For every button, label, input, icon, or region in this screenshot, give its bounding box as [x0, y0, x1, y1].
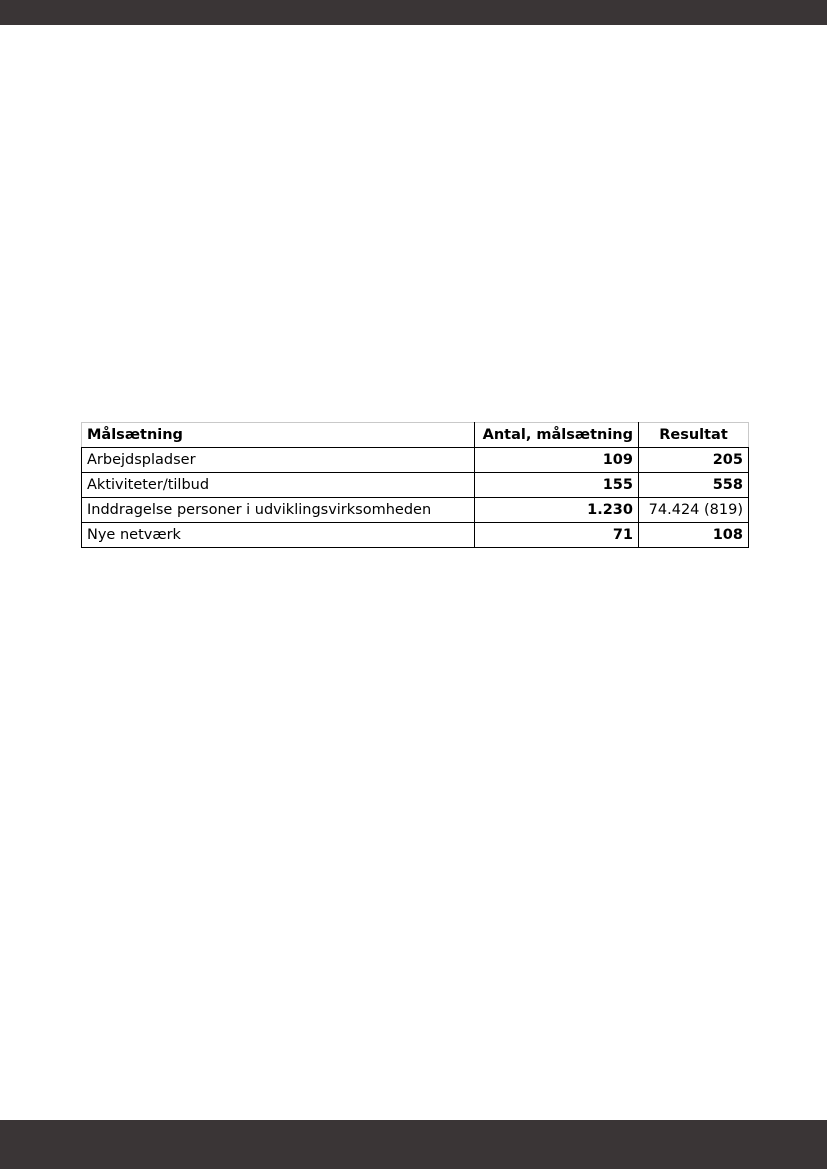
row-label: Inddragelse personer i udviklingsvirksomheden: [82, 498, 475, 523]
table-row: [82, 498, 749, 523]
column-header-goal: Målsætning: [82, 423, 475, 448]
goals-table: [81, 422, 749, 548]
row-result: 74.424 (819): [639, 498, 749, 523]
column-header-result: Resultat: [639, 423, 749, 448]
row-target: 71: [475, 523, 639, 548]
column-header-target-count: Antal, målsætning: [475, 423, 639, 448]
row-result: 108: [639, 523, 749, 548]
row-target: 155: [475, 473, 639, 498]
row-target: 109: [475, 448, 639, 473]
page-footer-bar: [0, 1120, 827, 1169]
row-label: Nye netværk: [82, 523, 475, 548]
row-label: Aktiviteter/tilbud: [82, 473, 475, 498]
table-row: [82, 473, 749, 498]
table-row: [82, 523, 749, 548]
goals-table-container: [81, 422, 748, 548]
table-header-row: [82, 423, 749, 448]
row-target: 1.230: [475, 498, 639, 523]
page-header-bar: [0, 0, 827, 25]
row-result: 558: [639, 473, 749, 498]
table-row: [82, 448, 749, 473]
row-label: Arbejdspladser: [82, 448, 475, 473]
row-result: 205: [639, 448, 749, 473]
